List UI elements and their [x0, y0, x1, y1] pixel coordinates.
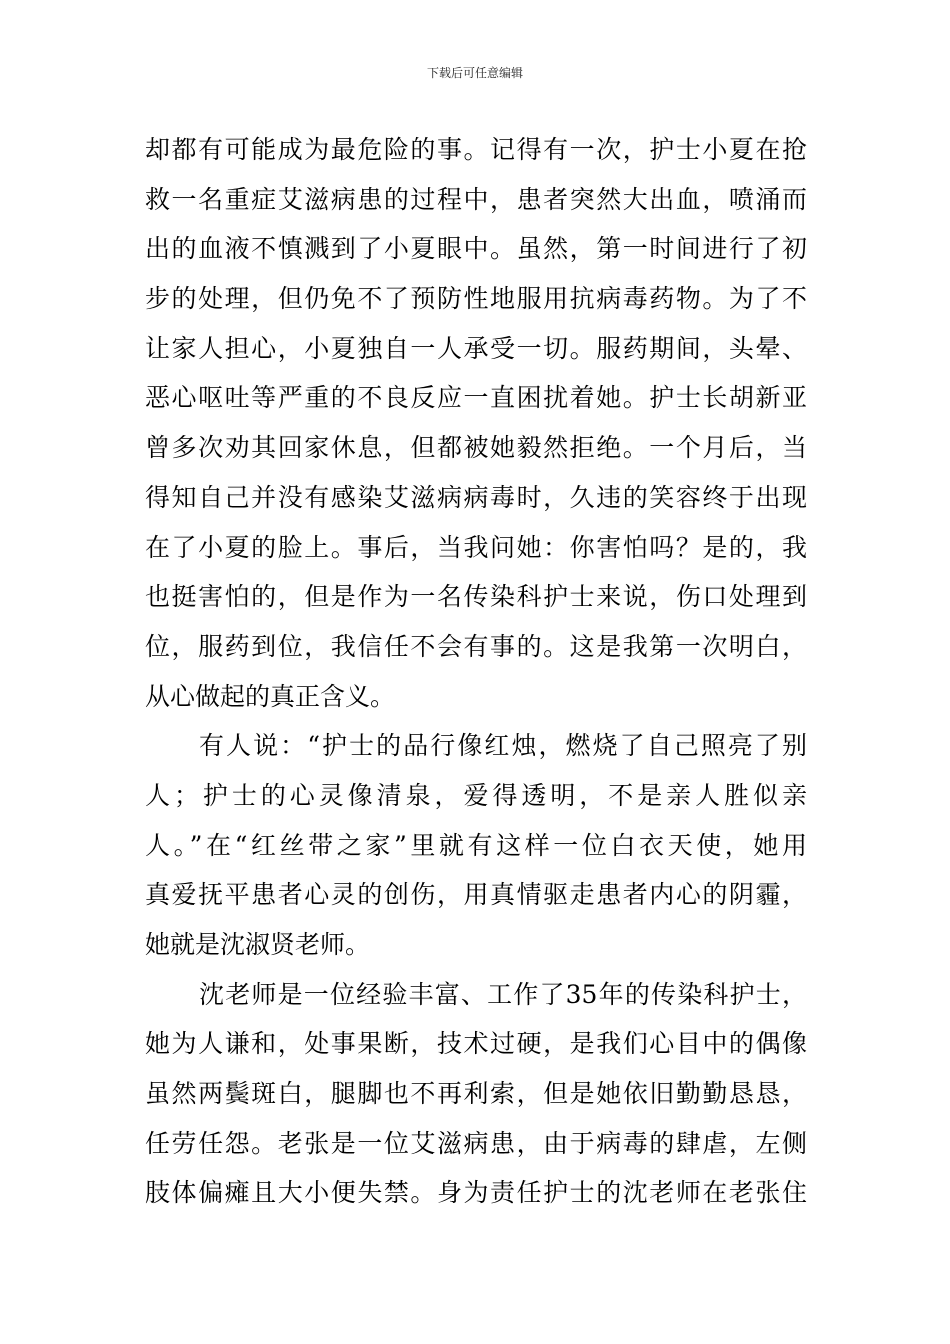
page-header: 下载后可任意编辑 [426, 66, 523, 80]
paragraph-line: 出的血液不慎溅到了小夏眼中。虽然，第一时间进行了初 [145, 234, 807, 264]
paragraph-1 [145, 125, 807, 721]
paragraph-line: 真爱抚平患者心灵的创伤，用真情驱走患者内心的阴霾， [145, 880, 807, 910]
paragraph-line: 位，服药到位，我信任不会有事的。这是我第一次明白， [145, 631, 807, 661]
paragraph-line: 有人说：“护士的品行像红烛，燃烧了自己照亮了别 [199, 731, 807, 761]
paragraph-line: 步的处理，但仍免不了预防性地服用抗病毒药物。为了不 [145, 284, 807, 314]
document-body [145, 125, 807, 1218]
paragraph-line: 沈老师是一位经验丰富、工作了35年的传染科护士， [199, 979, 807, 1009]
paragraph-line: 让家人担心，小夏独自一人承受一切。服药期间，头晕、 [145, 333, 807, 363]
paragraph-line: 她就是沈淑贤老师。 [145, 930, 371, 959]
paragraph-line: 曾多次劝其回家休息，但都被她毅然拒绝。一个月后，当 [145, 433, 807, 463]
paragraph-2 [145, 721, 807, 969]
paragraph-line: 肢体偏瘫且大小便失禁。身为责任护士的沈老师在老张住 [145, 1178, 807, 1208]
paragraph-line: 虽然两鬓斑白，腿脚也不再利索，但是她依旧勤勤恳恳， [145, 1079, 807, 1109]
paragraph-line: 从心做起的真正含义。 [145, 681, 396, 711]
paragraph-line: 她为人谦和，处事果断，技术过硬，是我们心目中的偶像 [145, 1029, 807, 1059]
paragraph-3 [145, 970, 807, 1218]
paragraph-line: 人。”在“红丝带之家”里就有这样一位白衣天使，她用 [145, 830, 807, 860]
paragraph-line: 也挺害怕的，但是作为一名传染科护士来说，伤口处理到 [145, 582, 807, 612]
paragraph-line: 却都有可能成为最危险的事。记得有一次，护士小夏在抢 [145, 135, 807, 164]
paragraph-line: 救一名重症艾滋病患的过程中，患者突然大出血，喷涌而 [145, 184, 807, 214]
paragraph-line: 人；护士的心灵像清泉，爱得透明，不是亲人胜似亲 [145, 780, 807, 810]
paragraph-line: 任劳任怨。老张是一位艾滋病患，由于病毒的肆虐，左侧 [145, 1128, 807, 1158]
paragraph-line: 恶心呕吐等严重的不良反应一直困扰着她。护士长胡新亚 [145, 383, 807, 413]
paragraph-line: 在了小夏的脸上。事后，当我问她：你害怕吗？是的，我 [145, 532, 807, 562]
paragraph-line: 得知自己并没有感染艾滋病病毒时，久违的笑容终于出现 [145, 482, 807, 512]
